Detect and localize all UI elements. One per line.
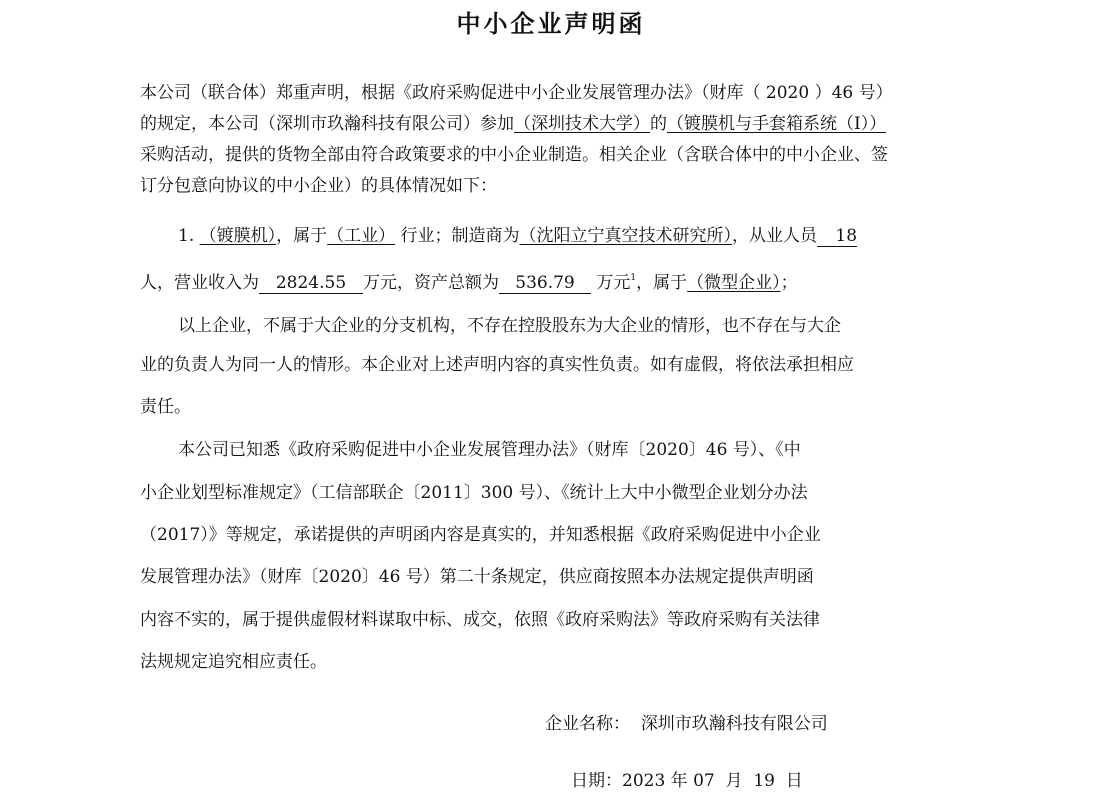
para-3-line-6: 法规规定追究相应责任。 — [140, 652, 327, 672]
buyer-name: （深圳技术大学） — [514, 114, 650, 134]
date-month-unit: 月 — [725, 771, 743, 791]
intro-line-1: 本公司（联合体）郑重声明，根据《政府采购促进中小企业发展管理办法》（财库（ 2020 ）46 号） — [140, 83, 893, 103]
company-signature — [545, 709, 828, 734]
industry-value: （工业） — [327, 226, 396, 246]
company-label: 企业名称： — [545, 714, 630, 734]
staff-count: 18 — [817, 226, 857, 247]
para-3-line-2: 小企业划型标准规定》（工信部联企〔2011〕300 号）、《统计上大中小微型企业划分办法 — [140, 483, 808, 503]
assets-value: 536.79 — [499, 273, 591, 294]
date-year-unit: 年 — [670, 771, 688, 791]
item-end: ； — [780, 273, 798, 293]
para-3-line-4: 发展管理办法》（财库〔2020〕46 号）第二十条规定，供应商按照本办法规定提供声明函 — [140, 567, 814, 587]
intro-line-2-text-b: 的 — [650, 114, 667, 134]
para-2-line-1: 以上企业，不属于大企业的分支机构，不存在控股股东为大企业的情形，也不存在与大企 — [178, 316, 841, 336]
revenue-value: 2824.55 — [259, 273, 363, 294]
project-name: （镀膜机与手套箱系统（I）） — [667, 114, 887, 134]
para-2-line-2: 业的负责人为同一人的情形。本企业对上述声明内容的真实性负责。如有虚假，将依法承担相应 — [140, 355, 854, 375]
date-label: 日期： — [571, 771, 622, 791]
intro-line-2 — [140, 113, 886, 135]
enterprise-type: （微型企业） — [687, 273, 781, 293]
assets-unit: 万元 — [596, 273, 631, 293]
revenue-unit: 万元，资产总额为 — [363, 273, 499, 293]
type-label: ，属于 — [636, 273, 688, 293]
belong-label: ，属于 — [276, 226, 328, 246]
goods-name: （镀膜机） — [199, 226, 277, 246]
industry-suffix: 行业；制造商为 — [400, 226, 520, 246]
para-3-line-1: 本公司已知悉《政府采购促进中小企业发展管理办法》（财库〔2020〕46 号）、《中 — [178, 440, 801, 460]
staff-unit-revenue-label: 人，营业收入为 — [140, 273, 259, 293]
date-day: 19 — [753, 771, 775, 791]
item-1-line-2 — [140, 267, 798, 294]
item-number: 1. — [178, 226, 195, 246]
date-day-unit: 日 — [785, 771, 803, 791]
item-1-line-1 — [178, 225, 857, 247]
para-2-line-3: 责任。 — [140, 397, 191, 417]
staff-label: ，从业人员 — [732, 226, 818, 246]
date-year: 2023 — [622, 771, 666, 791]
manufacturer-name: （沈阳立宁真空技术研究所） — [519, 226, 733, 246]
signature-date — [571, 766, 803, 791]
para-3-line-5: 内容不实的，属于提供虚假材料谋取中标、成交，依照《政府采购法》等政府采购有关法律 — [140, 610, 820, 630]
document-title: 中小企业声明函 — [456, 9, 646, 38]
date-month: 07 — [693, 771, 715, 791]
intro-line-4: 订分包意向协议的中小企业）的具体情况如下： — [140, 176, 497, 196]
intro-line-2-text-a: 的规定，本公司（深圳市玖瀚科技有限公司）参加 — [140, 114, 514, 134]
para-3-line-3: （2017）》等规定，承诺提供的声明函内容是真实的，并知悉根据《政府采购促进中小企业 — [140, 525, 821, 545]
intro-line-3: 采购活动，提供的货物全部由符合政策要求的中小企业制造。相关企业（含联合体中的中小企业、签 — [140, 145, 888, 165]
company-name: 深圳市玖瀚科技有限公司 — [640, 714, 828, 734]
footnote-marker: 1 — [630, 273, 637, 283]
